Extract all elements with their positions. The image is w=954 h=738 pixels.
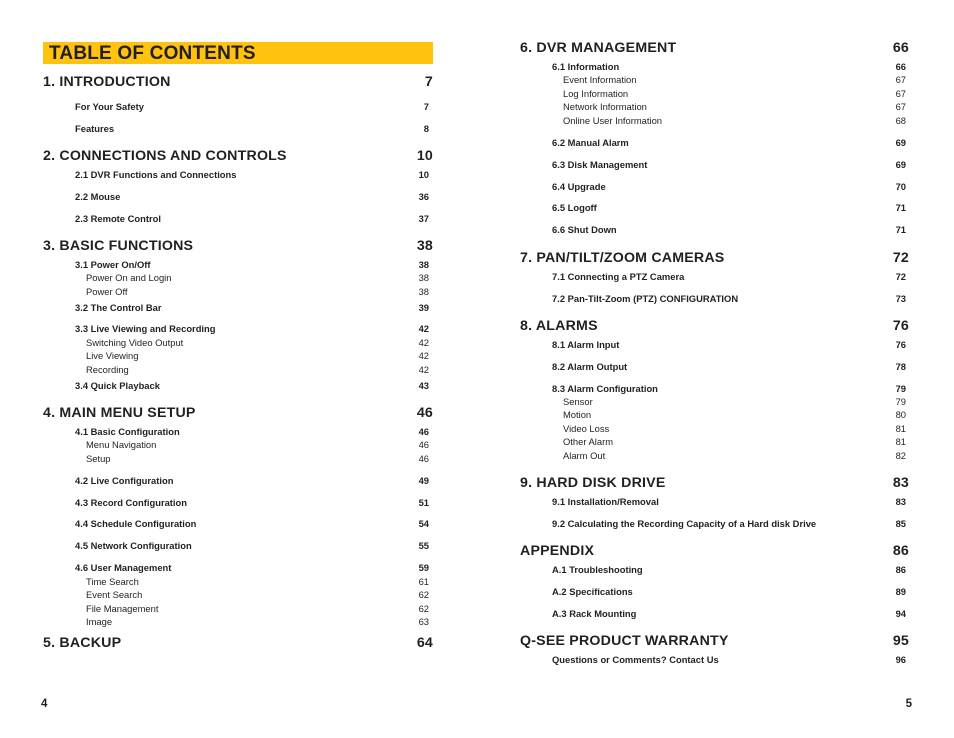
- toc-item-title: Sensor: [563, 396, 593, 407]
- toc-subsection-row[interactable]: [75, 518, 429, 529]
- toc-page-number: 76: [895, 339, 906, 350]
- toc-subsection-title: 6.3 Disk Management: [552, 159, 648, 170]
- toc-title-banner: [43, 42, 433, 64]
- toc-subsection-row[interactable]: [552, 224, 906, 235]
- toc-page-number: 78: [895, 361, 906, 372]
- toc-item-row[interactable]: [86, 364, 429, 375]
- toc-page-number: 73: [895, 293, 906, 304]
- toc-subsection-title: 6.6 Shut Down: [552, 224, 617, 235]
- toc-item-title: Setup: [86, 453, 111, 464]
- toc-subsection-row[interactable]: [75, 213, 429, 224]
- toc-item-row[interactable]: [86, 603, 429, 614]
- toc-subsection-row[interactable]: [552, 339, 906, 350]
- toc-section-row[interactable]: [43, 405, 433, 421]
- toc-item-title: Event Information: [563, 74, 637, 85]
- toc-subsection-row[interactable]: [552, 361, 906, 372]
- toc-subsection-title: 4.1 Basic Configuration: [75, 426, 180, 437]
- toc-item-title: Network Information: [563, 101, 647, 112]
- toc-page-number: 76: [892, 318, 909, 334]
- toc-subsection-row[interactable]: [75, 562, 429, 573]
- toc-page-number: 67: [895, 74, 906, 85]
- toc-item-row[interactable]: [563, 409, 906, 420]
- toc-subsection-title: 8.2 Alarm Output: [552, 361, 628, 372]
- toc-page-number: 80: [895, 409, 906, 420]
- toc-page-number: 36: [418, 191, 429, 202]
- toc-page-number: 72: [895, 271, 906, 282]
- toc-page-number: 61: [418, 576, 429, 587]
- toc-subsection-title: 7.2 Pan-Tilt-Zoom (PTZ) CONFIGURATION: [552, 293, 739, 304]
- toc-page-number: 89: [895, 586, 906, 597]
- toc-section-title: 2. CONNECTIONS AND CONTROLS: [43, 148, 287, 164]
- toc-subsection-row[interactable]: [552, 608, 906, 619]
- toc-subsection-row[interactable]: [552, 564, 906, 575]
- toc-subsection-row[interactable]: [552, 586, 906, 597]
- toc-page-number: 51: [418, 497, 429, 508]
- toc-page-number: 59: [418, 562, 429, 573]
- toc-subsection-row[interactable]: [552, 202, 906, 213]
- toc-subsection-row[interactable]: [75, 540, 429, 551]
- toc-page-number: 49: [418, 475, 429, 486]
- toc-page-number: 96: [895, 654, 906, 665]
- toc-item-title: Power Off: [86, 286, 128, 297]
- toc-item-title: Recording: [86, 364, 129, 375]
- toc-item-row[interactable]: [563, 115, 906, 126]
- toc-page-number: 7: [423, 101, 429, 112]
- toc-section-title: 7. PAN/TILT/ZOOM CAMERAS: [520, 250, 725, 266]
- toc-item-row[interactable]: [563, 436, 906, 447]
- toc-section-title: 3. BASIC FUNCTIONS: [43, 238, 194, 254]
- toc-page-number: 55: [418, 540, 429, 551]
- toc-title: TABLE OF CONTENTS: [49, 43, 256, 64]
- toc-section-row[interactable]: [43, 148, 433, 164]
- toc-subsection-title: 4.5 Network Configuration: [75, 540, 192, 551]
- toc-item-title: Alarm Out: [563, 450, 606, 461]
- toc-item-row[interactable]: [563, 450, 906, 461]
- toc-page-number: 95: [892, 633, 909, 649]
- toc-page-number: 37: [418, 213, 429, 224]
- toc-subsection-title: 3.3 Live Viewing and Recording: [75, 323, 216, 334]
- toc-subsection-title: 3.1 Power On/Off: [75, 259, 151, 270]
- toc-section-title: 6. DVR MANAGEMENT: [520, 40, 677, 56]
- toc-section-row[interactable]: [43, 635, 433, 651]
- toc-page-number: 38: [416, 238, 433, 254]
- toc-subsection-title: 2.1 DVR Functions and Connections: [75, 169, 237, 180]
- toc-subsection-title: 6.4 Upgrade: [552, 181, 606, 192]
- toc-page-number: 86: [895, 564, 906, 575]
- toc-subsection-row[interactable]: [552, 293, 906, 304]
- toc-page-number: 10: [416, 148, 433, 164]
- toc-section-title: 4. MAIN MENU SETUP: [43, 405, 196, 421]
- toc-page-number: 94: [895, 608, 906, 619]
- toc-page-number: 43: [418, 380, 429, 391]
- toc-subsection-title: Questions or Comments? Contact Us: [552, 654, 719, 665]
- toc-page-number: 38: [418, 286, 429, 297]
- toc-page-number: 83: [895, 496, 906, 507]
- toc-subsection-row[interactable]: [552, 383, 906, 394]
- toc-section-row[interactable]: [520, 318, 909, 334]
- toc-page-number: 70: [895, 181, 906, 192]
- toc-page-number: 10: [418, 169, 429, 180]
- toc-section-row[interactable]: [43, 74, 433, 90]
- toc-item-row[interactable]: [86, 350, 429, 361]
- toc-item-title: Event Search: [86, 589, 143, 600]
- toc-subsection-row[interactable]: [75, 101, 429, 112]
- toc-page-number: 54: [418, 518, 429, 529]
- toc-subsection-row[interactable]: [75, 123, 429, 134]
- toc-page-number: 71: [895, 224, 906, 235]
- toc-page-number: 46: [416, 405, 433, 421]
- toc-subsection-row[interactable]: [552, 271, 906, 282]
- toc-subsection-row[interactable]: [552, 61, 906, 72]
- toc-page-number: 62: [418, 603, 429, 614]
- toc-page-number: 81: [895, 436, 906, 447]
- toc-item-row[interactable]: [563, 101, 906, 112]
- toc-page-number: 72: [892, 250, 909, 266]
- toc-item-title: Switching Video Output: [86, 337, 184, 348]
- toc-item-row[interactable]: [86, 453, 429, 464]
- toc-subsection-title: 3.4 Quick Playback: [75, 380, 160, 391]
- toc-subsection-title: For Your Safety: [75, 101, 144, 112]
- toc-item-row[interactable]: [86, 337, 429, 348]
- toc-page-number: 81: [895, 423, 906, 434]
- toc-page-number: 67: [895, 88, 906, 99]
- toc-section-row[interactable]: [520, 633, 909, 649]
- toc-section-row[interactable]: [520, 40, 909, 56]
- toc-section-row[interactable]: [43, 238, 433, 254]
- toc-subsection-title: 4.2 Live Configuration: [75, 475, 174, 486]
- toc-section-title: 1. INTRODUCTION: [43, 74, 171, 90]
- toc-page-number: 66: [895, 61, 906, 72]
- toc-subsection-title: A.1 Troubleshooting: [552, 564, 643, 575]
- toc-section-row[interactable]: [520, 250, 909, 266]
- toc-item-row[interactable]: [86, 439, 429, 450]
- toc-item-row[interactable]: [563, 396, 906, 407]
- toc-page-number: 39: [418, 302, 429, 313]
- toc-item-row[interactable]: [563, 74, 906, 85]
- toc-subsection-title: 3.2 The Control Bar: [75, 302, 162, 313]
- toc-subsection-title: 2.2 Mouse: [75, 191, 121, 202]
- toc-subsection-title: 7.1 Connecting a PTZ Camera: [552, 271, 685, 282]
- toc-section-title: Q-SEE PRODUCT WARRANTY: [520, 633, 729, 649]
- toc-subsection-row[interactable]: [552, 137, 906, 148]
- toc-section-title: APPENDIX: [520, 543, 595, 559]
- toc-item-title: Power On and Login: [86, 272, 172, 283]
- toc-subsection-row[interactable]: [75, 169, 429, 180]
- toc-section-row[interactable]: [520, 543, 909, 559]
- toc-item-row[interactable]: [86, 286, 429, 297]
- toc-page-number: 64: [416, 635, 433, 651]
- toc-page-number: 66: [892, 40, 909, 56]
- toc-subsection-row[interactable]: [75, 475, 429, 486]
- toc-item-row[interactable]: [86, 616, 429, 627]
- toc-item-title: Time Search: [86, 576, 139, 587]
- toc-subsection-title: 4.6 User Management: [75, 562, 172, 573]
- toc-page-number: 83: [892, 475, 909, 491]
- toc-subsection-row[interactable]: [75, 302, 429, 313]
- toc-section-title: 5. BACKUP: [43, 635, 122, 651]
- toc-page-number: 71: [895, 202, 906, 213]
- toc-page-number: 79: [895, 383, 906, 394]
- toc-page-number: 85: [895, 518, 906, 529]
- toc-item-row[interactable]: [86, 272, 429, 283]
- toc-page-number: 67: [895, 101, 906, 112]
- toc-page-number: 42: [418, 323, 429, 334]
- toc-subsection-title: 4.3 Record Configuration: [75, 497, 187, 508]
- toc-section-title: 8. ALARMS: [520, 318, 598, 334]
- toc-page-number: 7: [424, 74, 433, 90]
- toc-page-number: 8: [423, 123, 429, 134]
- toc-page-number: 69: [895, 137, 906, 148]
- toc-item-row[interactable]: [563, 88, 906, 99]
- toc-page-number: 68: [895, 115, 906, 126]
- toc-subsection-row[interactable]: [75, 259, 429, 270]
- toc-page-number: 82: [895, 450, 906, 461]
- toc-subsection-row[interactable]: [552, 181, 906, 192]
- toc-subsection-row[interactable]: [552, 654, 906, 665]
- toc-subsection-row[interactable]: [552, 159, 906, 170]
- toc-subsection-title: 9.2 Calculating the Recording Capacity of a Hard disk Drive: [552, 518, 817, 529]
- toc-subsection-title: 2.3 Remote Control: [75, 213, 161, 224]
- toc-subsection-title: Features: [75, 123, 115, 134]
- toc-subsection-row[interactable]: [75, 426, 429, 437]
- toc-item-title: Menu Navigation: [86, 439, 157, 450]
- right-page-number: 5: [905, 698, 912, 710]
- toc-page-number: 46: [418, 439, 429, 450]
- toc-item-title: File Management: [86, 603, 159, 614]
- toc-subsection-title: A.3 Rack Mounting: [552, 608, 637, 619]
- toc-section-title: 9. HARD DISK DRIVE: [520, 475, 666, 491]
- toc-item-title: Live Viewing: [86, 350, 139, 361]
- toc-item-row[interactable]: [86, 589, 429, 600]
- toc-page-number: 42: [418, 350, 429, 361]
- left-page-number: 4: [41, 698, 48, 710]
- toc-subsection-title: A.2 Specifications: [552, 586, 633, 597]
- toc-item-title: Log Information: [563, 88, 629, 99]
- toc-page-number: 38: [418, 272, 429, 283]
- toc-page-number: 79: [895, 396, 906, 407]
- toc-page-number: 46: [418, 453, 429, 464]
- toc-page-number: 38: [418, 259, 429, 270]
- toc-item-title: Other Alarm: [563, 436, 614, 447]
- toc-subsection-row[interactable]: [552, 518, 906, 529]
- toc-page-number: 46: [418, 426, 429, 437]
- toc-subsection-row[interactable]: [75, 380, 429, 391]
- toc-subsection-title: 8.1 Alarm Input: [552, 339, 620, 350]
- toc-page-number: 62: [418, 589, 429, 600]
- toc-item-row[interactable]: [86, 576, 429, 587]
- toc-subsection-row[interactable]: [75, 497, 429, 508]
- toc-subsection-title: 4.4 Schedule Configuration: [75, 518, 197, 529]
- toc-subsection-title: 6.2 Manual Alarm: [552, 137, 629, 148]
- toc-subsection-title: 8.3 Alarm Configuration: [552, 383, 658, 394]
- toc-subsection-title: 6.5 Logoff: [552, 202, 597, 213]
- toc-item-row[interactable]: [563, 423, 906, 434]
- toc-page-number: 86: [892, 543, 909, 559]
- toc-item-title: Motion: [563, 409, 592, 420]
- toc-section-row[interactable]: [520, 475, 909, 491]
- toc-page-number: 42: [418, 337, 429, 348]
- toc-subsection-row[interactable]: [75, 323, 429, 334]
- toc-subsection-row[interactable]: [75, 191, 429, 202]
- toc-subsection-row[interactable]: [552, 496, 906, 507]
- toc-page-number: 42: [418, 364, 429, 375]
- toc-item-title: Online User Information: [563, 115, 663, 126]
- toc-page-number: 69: [895, 159, 906, 170]
- toc-page-number: 63: [418, 616, 429, 627]
- toc-subsection-title: 9.1 Installation/Removal: [552, 496, 659, 507]
- toc-item-title: Image: [86, 616, 113, 627]
- toc-subsection-title: 6.1 Information: [552, 61, 620, 72]
- toc-item-title: Video Loss: [563, 423, 610, 434]
